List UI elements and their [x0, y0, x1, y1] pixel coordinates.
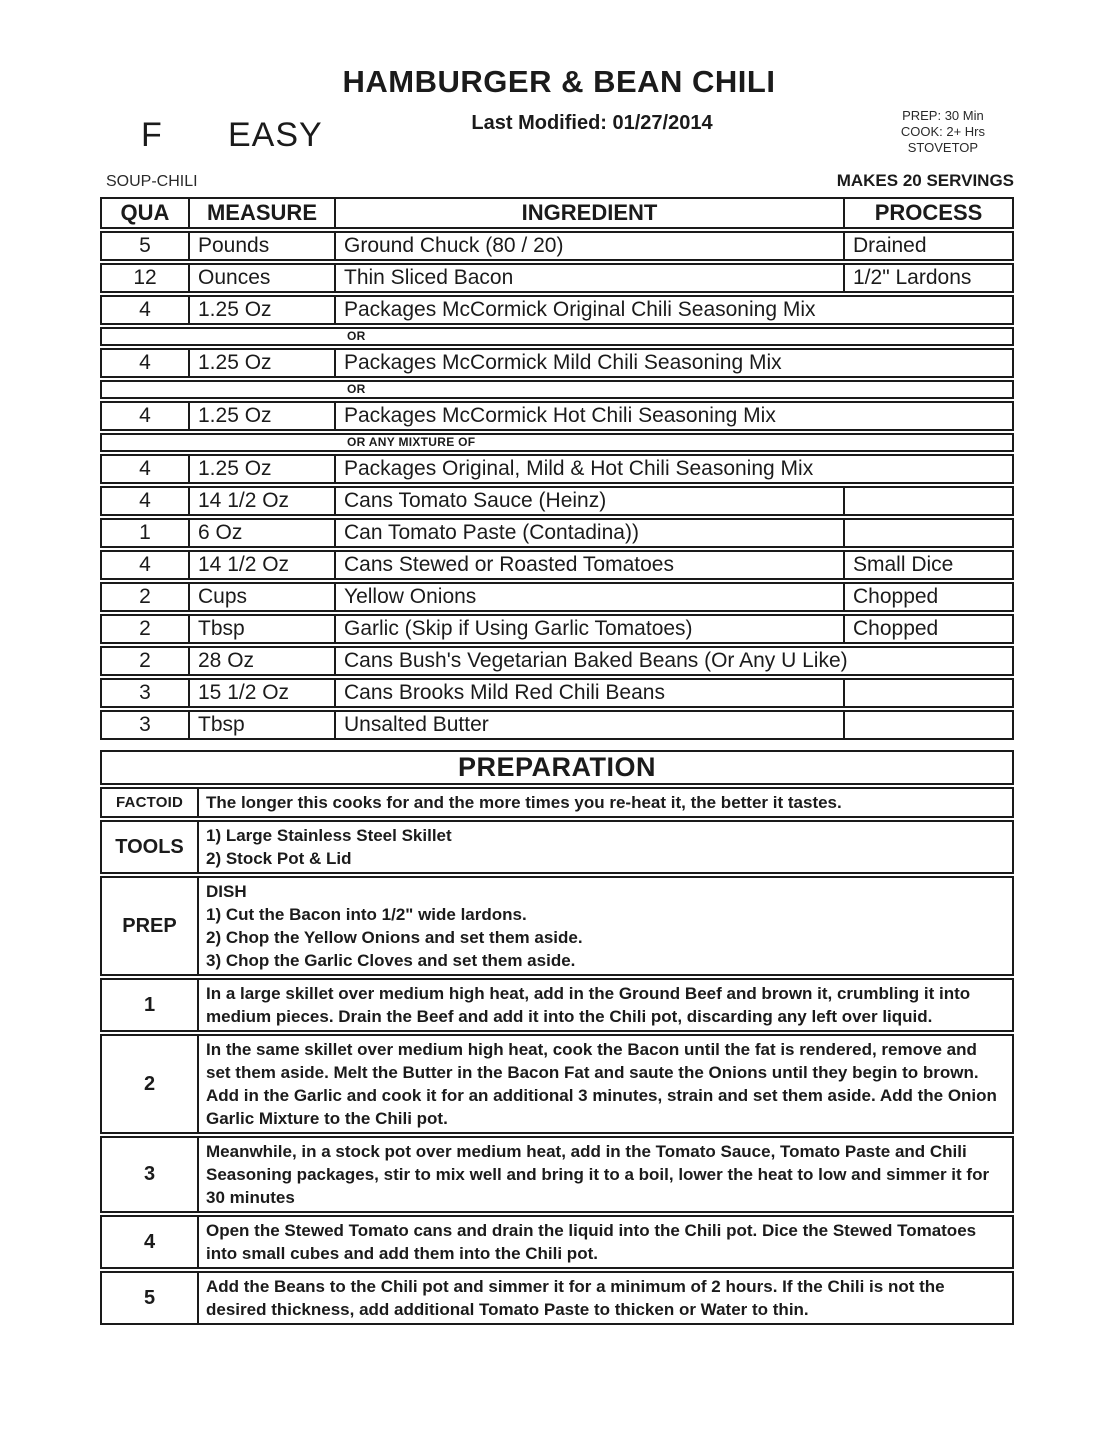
measure-cell: 14 1/2 Oz — [190, 488, 336, 514]
ingredient-row — [100, 401, 1014, 431]
process-cell — [843, 712, 1012, 738]
preparation-row — [100, 787, 1014, 818]
recipe-title: HAMBURGER & BEAN CHILI — [342, 64, 776, 99]
ingredient-cell: Packages McCormick Original Chili Seasoning Mix — [344, 298, 816, 321]
measure-cell: 1.25 Oz — [190, 403, 336, 429]
prep-content-cell — [199, 789, 1012, 816]
ingredient-row — [100, 614, 1014, 644]
quantity-cell: 4 — [102, 350, 190, 376]
ingredient-cell: Packages McCormick Hot Chili Seasoning Mix — [344, 404, 776, 427]
ingredient-cell: Thin Sliced Bacon — [344, 266, 514, 289]
measure-cell: Tbsp — [190, 616, 336, 642]
prep-label-cell: 3 — [102, 1138, 199, 1211]
ingredient-row — [100, 295, 1014, 325]
cook-meta — [901, 108, 985, 156]
ingredient-row — [100, 518, 1014, 548]
measure-cell: Ounces — [190, 265, 336, 291]
ingredient-row — [100, 678, 1014, 708]
prep-content-cell — [199, 1138, 1012, 1211]
ingredient-cell: Garlic (Skip if Using Garlic Tomatoes) — [344, 617, 693, 640]
preparation-row — [100, 1215, 1014, 1269]
recipe-header — [0, 0, 1118, 197]
quantity-cell: 2 — [102, 616, 190, 642]
prep-content-cell — [199, 822, 1012, 872]
last-modified: Last Modified: 01/27/2014 — [471, 112, 713, 134]
ingredient-row — [100, 348, 1014, 378]
quantity-cell: 12 — [102, 265, 190, 291]
ingredient-cell: Cans Tomato Sauce (Heinz) — [344, 489, 607, 512]
measure-cell: Tbsp — [190, 712, 336, 738]
quantity-cell: 5 — [102, 233, 190, 259]
prep-text-line: 3) Chop the Garlic Cloves and set them aside. — [206, 951, 576, 970]
measure-cell: 15 1/2 Oz — [190, 680, 336, 706]
or-divider-row: OR ANY MIXTURE OF — [100, 433, 1014, 452]
ingredient-row — [100, 646, 1014, 676]
ingredient-cell: Cans Brooks Mild Red Chili Beans — [344, 681, 665, 704]
quantity-cell: 4 — [102, 552, 190, 578]
preparation-row — [100, 978, 1014, 1032]
prep-text-line: 2) Stock Pot & Lid — [206, 849, 352, 868]
prep-content-cell — [199, 1036, 1012, 1132]
prep-text-line: In the same skillet over medium high heat, cook the Bacon until the fat is rendered, remove and set them aside. Melt the Butter in the Bacon Fat and saute the Onions until they begin to brown. Add in the Garlic and cook it for an additional 3 minutes, strain and set them aside. Add the Onion Garlic Mixture to the Chili pot. — [206, 1040, 997, 1128]
quantity-cell: 3 — [102, 680, 190, 706]
prep-text-line: In a large skillet over medium high heat, add in the Ground Beef and brown it, crumbling it into medium pieces. Drain the Beef and add it into the Chili pot, discarding any left over liquid. — [206, 984, 971, 1026]
prep-text-line: 2) Chop the Yellow Onions and set them aside. — [206, 928, 583, 947]
quantity-cell: 3 — [102, 712, 190, 738]
quantity-cell: 4 — [102, 403, 190, 429]
ingredient-row — [100, 486, 1014, 516]
ingredient-cell: Cans Stewed or Roasted Tomatoes — [344, 553, 674, 576]
ingredient-cell: Packages Original, Mild & Hot Chili Seasoning Mix — [344, 457, 814, 480]
cook-time: COOK: 2+ Hrs — [900, 124, 985, 139]
process-cell: Drained — [843, 233, 1012, 259]
preparation-row — [100, 876, 1014, 976]
prep-content-cell — [199, 1217, 1012, 1267]
prep-label-cell: 2 — [102, 1036, 199, 1132]
prep-text-line: 1) Cut the Bacon into 1/2" wide lardons. — [206, 905, 527, 924]
flag-letter: F — [141, 116, 162, 154]
ingredient-cell: Ground Chuck (80 / 20) — [344, 234, 564, 257]
prep-text-line: 1) Large Stainless Steel Skillet — [206, 826, 452, 845]
prep-text-line: The longer this cooks for and the more times you re-heat it, the better it tastes. — [206, 793, 842, 812]
prep-content-cell — [199, 878, 1012, 974]
category-label: SOUP-CHILI — [106, 173, 198, 190]
column-header-ingredient: INGREDIENT — [521, 200, 658, 225]
measure-cell: 1.25 Oz — [190, 297, 336, 323]
prep-label-cell: FACTOID — [102, 789, 199, 816]
column-header-qua: QUA — [102, 199, 190, 227]
preparation-row — [100, 1271, 1014, 1325]
ingredient-row — [100, 231, 1014, 261]
prep-text-line: DISH — [206, 882, 247, 901]
ingredient-cell: Unsalted Butter — [344, 713, 489, 736]
or-divider-row: OR — [100, 380, 1014, 399]
ingredient-row — [100, 550, 1014, 580]
process-cell: Chopped — [843, 584, 1012, 610]
preparation-rows — [100, 787, 1014, 1325]
measure-cell: Pounds — [190, 233, 336, 259]
ingredients-header-row — [100, 197, 1014, 229]
ingredients-table — [100, 197, 1014, 740]
measure-cell: 28 Oz — [190, 648, 336, 674]
prep-label-cell: PREP — [102, 878, 199, 974]
ingredient-cell: Cans Bush's Vegetarian Baked Beans (Or Any U Like) — [344, 649, 848, 672]
preparation-table — [100, 750, 1014, 1325]
preparation-header: PREPARATION — [100, 750, 1014, 785]
ingredient-row — [100, 582, 1014, 612]
quantity-cell: 4 — [102, 488, 190, 514]
process-cell — [843, 680, 1012, 706]
column-header-measure: MEASURE — [190, 199, 336, 227]
measure-cell: 1.25 Oz — [190, 350, 336, 376]
ingredient-row — [100, 263, 1014, 293]
prep-label-cell: 1 — [102, 980, 199, 1030]
prep-content-cell — [199, 1273, 1012, 1323]
quantity-cell: 4 — [102, 297, 190, 323]
measure-cell: Cups — [190, 584, 336, 610]
process-cell — [843, 488, 1012, 514]
prep-text-line: Open the Stewed Tomato cans and drain the liquid into the Chili pot. Dice the Stewed Tomatoes into small cubes and add them into the Chili pot. — [206, 1221, 977, 1263]
cook-method: STOVETOP — [907, 140, 979, 155]
difficulty-label: EASY — [228, 116, 323, 154]
or-divider-row: OR — [100, 327, 1014, 346]
quantity-cell: 2 — [102, 648, 190, 674]
ingredient-cell: Packages McCormick Mild Chili Seasoning Mix — [344, 351, 782, 374]
column-header-process: PROCESS — [843, 199, 1012, 227]
prep-label-cell: TOOLS — [102, 822, 199, 872]
ingredient-row — [100, 710, 1014, 740]
quantity-cell: 2 — [102, 584, 190, 610]
process-cell — [843, 520, 1012, 546]
preparation-row — [100, 1136, 1014, 1213]
preparation-row — [100, 820, 1014, 874]
measure-cell: 14 1/2 Oz — [190, 552, 336, 578]
prep-text-line: Add the Beans to the Chili pot and simmer it for a minimum of 2 hours. If the Chili is not the desired thickness, add additional Tomato Paste to thicken or Water to thin. — [206, 1277, 945, 1319]
process-cell: Chopped — [843, 616, 1012, 642]
preparation-row — [100, 1034, 1014, 1134]
quantity-cell: 4 — [102, 456, 190, 482]
process-cell: Small Dice — [843, 552, 1012, 578]
ingredient-cell: Can Tomato Paste (Contadina)) — [344, 521, 639, 544]
servings-label: MAKES 20 SERVINGS — [836, 171, 1014, 190]
prep-content-cell — [199, 980, 1012, 1030]
prep-label-cell: 5 — [102, 1273, 199, 1323]
process-cell: 1/2" Lardons — [843, 265, 1012, 291]
measure-cell: 1.25 Oz — [190, 456, 336, 482]
quantity-cell: 1 — [102, 520, 190, 546]
prep-text-line: Meanwhile, in a stock pot over medium heat, add in the Tomato Sauce, Tomato Paste and Chili Seasoning packages, stir to mix well and bring it to a boil, lower the heat to low and simmer it for 30 minutes — [206, 1142, 990, 1207]
ingredient-cell: Yellow Onions — [344, 585, 477, 608]
header-bottom-row — [100, 171, 1014, 191]
ingredients-rows — [100, 231, 1014, 740]
measure-cell: 6 Oz — [190, 520, 336, 546]
prep-label-cell: 4 — [102, 1217, 199, 1267]
prep-time: PREP: 30 Min — [902, 108, 984, 123]
ingredient-row — [100, 454, 1014, 484]
